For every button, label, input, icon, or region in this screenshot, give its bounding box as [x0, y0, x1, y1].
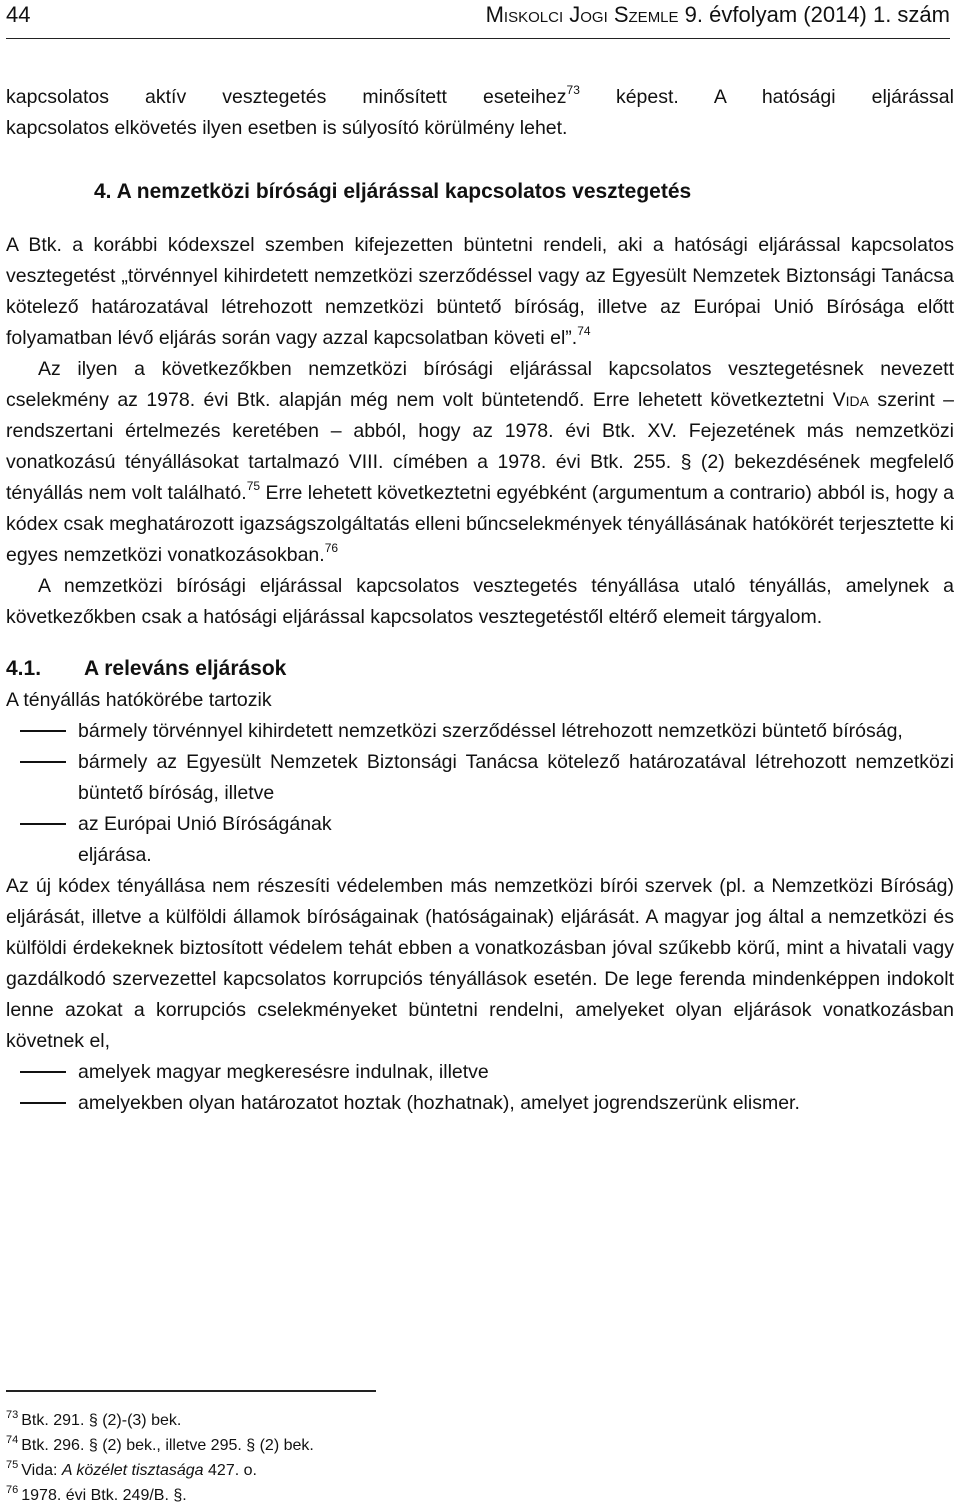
author-vida: Vida — [832, 389, 869, 411]
list-item — [6, 1057, 954, 1088]
footnote-number: 74 — [6, 1434, 19, 1446]
footnote-number: 76 — [6, 1484, 19, 1496]
dash-bullet-icon — [20, 823, 66, 825]
footnote-74 — [6, 1433, 314, 1458]
footnote-ref-76[interactable]: 76 — [324, 541, 339, 555]
footnotes — [6, 1408, 314, 1508]
paragraph-2 — [6, 230, 954, 354]
para1-text-a: kapcsolatos aktív vesztegetés minősített eseteihez — [6, 86, 567, 108]
paragraph-5: Az új kódex tényállása nem részesíti védelemben más nemzetközi bírói szervek (pl. a Nemzetközi Bíróság) eljárását, illetve a külföldi államok bíróságainak (hatóságainak) eljárását. A magyar jog által a nemzetközi és külföldi érdekeknek biztosított védelem tehát ebben a vonatkozásban jóval szűkebb körű, mint a hivatali vagy gazdálkodó szervezettel kapcsolatos korrupciós tényállások esetén. De lege ferenda mindenképpen indokolt lenne azokat a korrupciós cselekményeket büntetni rendelni, amelyeket olyan eljárások vonatkozásban követnek el, — [6, 875, 954, 1052]
footnote-page: 427. o. — [203, 1462, 257, 1479]
list-tail-text: eljárása. — [78, 844, 152, 866]
paragraph-1-line-2: kapcsolatos elkövetés ilyen esetben is súlyosító körülmény lehet. — [6, 117, 568, 139]
list-item — [6, 716, 954, 747]
footnote-76 — [6, 1483, 314, 1508]
dash-bullet-icon — [20, 1102, 66, 1104]
footnote-number: 73 — [6, 1409, 19, 1421]
dash-bullet-icon — [20, 730, 66, 732]
footnote-book-title: A közélet tisztasága — [61, 1462, 204, 1479]
dash-list-1 — [6, 716, 954, 871]
list-tail — [6, 840, 954, 871]
list-item-text: az Európai Unió Bíróságának — [78, 813, 332, 835]
para3-text-a: Az ilyen a következőkben nemzetközi bírósági eljárással kapcsolatos vesztegetésnek nevezett cselekmény az 1978. évi Btk. alapján még nem volt büntetendő. Erre lehetett következtetni — [6, 358, 954, 411]
journal-name: Miskolci Jogi Szemle — [485, 2, 679, 27]
list-item-text: bármely az Egyesült Nemzetek Biztonsági Tanácsa kötelező határozatával létrehozott nemzetközi büntető bíróság, illetve — [78, 751, 954, 804]
list-item — [6, 809, 954, 840]
page-number: 44 — [6, 2, 31, 27]
paragraph-4: A nemzetközi bírósági eljárással kapcsolatos vesztegetés tényállása utaló tényállás, amelynek a következőkben csak a hatósági eljárással kapcsolatos vesztegetéstől eltérő elemeit tárgyalom. — [6, 575, 954, 628]
list-intro: A tényállás hatókörébe tartozik — [6, 689, 272, 711]
list-item-text: bármely törvénnyel kihirdetett nemzetközi szerződéssel létrehozott nemzetközi büntető bíróság, — [78, 720, 903, 742]
paragraph-1-line-1 — [6, 82, 954, 113]
section-heading-4: 4. A nemzetközi bírósági eljárással kapcsolatos vesztegetés — [94, 180, 692, 203]
dash-bullet-icon — [20, 761, 66, 763]
footnote-text: Btk. 296. § (2) bek., illetve 295. § (2) bek. — [21, 1437, 314, 1454]
dash-list-2 — [6, 1057, 954, 1119]
heading-number: 4.1. — [6, 657, 42, 680]
body-text — [6, 82, 954, 1119]
list-item-text: amelyekben olyan határozatot hoztak (hozhatnak), amelyet jogrendszerünk elismer. — [78, 1092, 800, 1114]
list-item — [6, 747, 954, 809]
journal-issue: 9. évfolyam (2014) 1. szám — [678, 2, 950, 27]
running-title — [486, 2, 950, 28]
footnote-ref-73[interactable]: 73 — [566, 83, 580, 97]
footnote-75 — [6, 1458, 314, 1483]
footnote-ref-74[interactable]: 74 — [577, 324, 591, 338]
footnote-author: Vida: — [21, 1462, 62, 1479]
paragraph-3 — [6, 354, 954, 571]
footnote-text: Btk. 291. § (2)-(3) bek. — [21, 1412, 182, 1429]
list-item — [6, 1088, 954, 1119]
page-header — [6, 0, 950, 39]
para2-text: A Btk. a korábbi kódexszel szemben kifejezetten büntetni rendeli, aki a hatósági eljárással kapcsolatos vesztegetést „törvénnyel kihirdetett nemzetközi szerződéssel vagy az Egyesült Nemzetek Biztonsági Tanácsa kötelező határozatával létrehozott nemzetközi büntető bíróság, illetve az Európai Unió Bírósága előtt folyamatban lévő eljárás során vagy azzal kapcsolatban követi el”. — [6, 234, 954, 349]
para3-text-b: szerint – rendszertani értelmezés keretében – abból, hogy az 1978. évi Btk. XV. Fejezetének más nemzetközi vonatkozású tényállásokat tartalmazó VIII. címében a 1978. évi Btk. 255. § (2) bekezdésének megfelelő tényállás nem volt található. — [6, 389, 954, 504]
footnote-73 — [6, 1408, 314, 1433]
footnote-ref-75[interactable]: 75 — [246, 479, 261, 493]
para3-text-c: Erre lehetett következtetni egyébként (argumentum a contrario) abból is, hogy a kódex csak meghatározott igazságszolgáltatás elleni bűncselekmények tényállásának hatókörét terjesztette ki egyes nemzetközi vonatkozásokban. — [6, 482, 954, 566]
heading-title: A releváns eljárások — [84, 657, 287, 680]
dash-bullet-icon — [20, 1071, 66, 1073]
section-heading-4-1 — [6, 653, 954, 685]
list-item-text: amelyek magyar megkeresésre indulnak, illetve — [78, 1061, 489, 1083]
para1-text-b: képest. A hatósági eljárással — [579, 86, 954, 108]
footnote-number: 75 — [6, 1459, 19, 1471]
footnote-text: 1978. évi Btk. 249/B. §. — [21, 1487, 187, 1504]
footnote-divider — [6, 1390, 376, 1392]
